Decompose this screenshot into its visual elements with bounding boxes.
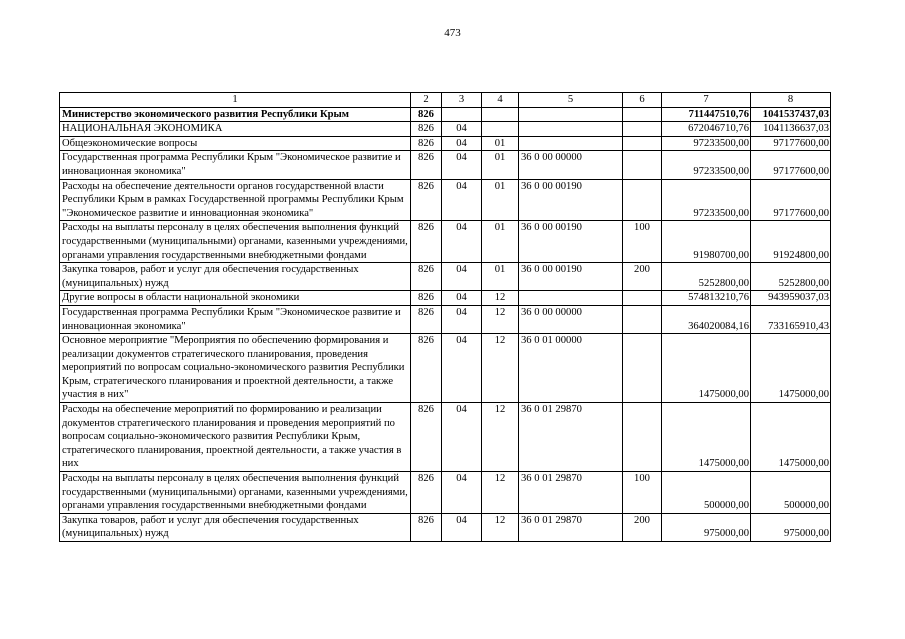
row-name-cell: Закупка товаров, работ и услуг для обеспечения государственных (муниципальных) нужд	[60, 263, 411, 291]
amount-year1-cell: 1475000,00	[662, 403, 751, 472]
row-name-cell: Государственная программа Республики Крым "Экономическое развитие и инновационная экономика"	[60, 151, 411, 179]
expense-type-code-cell: 200	[623, 263, 662, 291]
expense-type-code-cell: 200	[623, 513, 662, 541]
table-row	[60, 122, 831, 137]
section-code-cell	[442, 107, 482, 122]
row-name-cell: Основное мероприятие "Мероприятия по обеспечению формирования и реализации документов стратегического планирования, проведения мероприятий по вопросам социально-экономического развития Республики Крым, стратегического планирования и проектной деятельности, а также участия в них"	[60, 334, 411, 403]
expense-type-code-cell	[623, 305, 662, 333]
section-code-cell: 04	[442, 151, 482, 179]
amount-year1-cell: 97233500,00	[662, 151, 751, 179]
chapter-code-cell: 826	[411, 263, 442, 291]
column-header: 6	[623, 93, 662, 108]
chapter-code-cell: 826	[411, 291, 442, 306]
row-name-cell: Расходы на обеспечение деятельности органов государственной власти Республики Крым в рамках Государственной программы Республики Крым "Экономическое развитие и инновационная экономика"	[60, 179, 411, 221]
row-name-cell: Закупка товаров, работ и услуг для обеспечения государственных (муниципальных) нужд	[60, 513, 411, 541]
column-header: 4	[482, 93, 519, 108]
amount-year1-cell: 97233500,00	[662, 136, 751, 151]
expense-type-code-cell	[623, 151, 662, 179]
subsection-code-cell: 12	[482, 403, 519, 472]
subsection-code-cell	[482, 107, 519, 122]
table-row	[60, 107, 831, 122]
amount-year2-cell: 500000,00	[751, 472, 831, 514]
expense-type-code-cell	[623, 107, 662, 122]
subsection-code-cell	[482, 122, 519, 137]
subsection-code-cell: 01	[482, 179, 519, 221]
target-item-code-cell	[519, 122, 623, 137]
amount-year2-cell: 97177600,00	[751, 179, 831, 221]
target-item-code-cell	[519, 107, 623, 122]
chapter-code-cell: 826	[411, 107, 442, 122]
amount-year1-cell: 574813210,76	[662, 291, 751, 306]
target-item-code-cell: 36 0 00 00190	[519, 221, 623, 263]
table-row	[60, 221, 831, 263]
amount-year1-cell: 975000,00	[662, 513, 751, 541]
section-code-cell: 04	[442, 291, 482, 306]
section-code-cell: 04	[442, 136, 482, 151]
amount-year2-cell: 975000,00	[751, 513, 831, 541]
amount-year2-cell: 1041537437,03	[751, 107, 831, 122]
expense-type-code-cell	[623, 403, 662, 472]
amount-year1-cell: 97233500,00	[662, 179, 751, 221]
expense-type-code-cell	[623, 122, 662, 137]
amount-year1-cell: 5252800,00	[662, 263, 751, 291]
expense-type-code-cell: 100	[623, 221, 662, 263]
section-code-cell: 04	[442, 513, 482, 541]
table-row	[60, 263, 831, 291]
row-name-cell: Расходы на выплаты персоналу в целях обеспечения выполнения функций государственными (муниципальными) органами, казенными учреждениями, органами управления государственными внебюджетными фондами	[60, 472, 411, 514]
subsection-code-cell: 12	[482, 305, 519, 333]
table-row	[60, 513, 831, 541]
budget-table	[59, 92, 831, 542]
expense-type-code-cell: 100	[623, 472, 662, 514]
column-header: 2	[411, 93, 442, 108]
amount-year2-cell: 1041136637,03	[751, 122, 831, 137]
subsection-code-cell: 12	[482, 513, 519, 541]
subsection-code-cell: 12	[482, 334, 519, 403]
amount-year2-cell: 97177600,00	[751, 136, 831, 151]
section-code-cell: 04	[442, 263, 482, 291]
table-row	[60, 472, 831, 514]
chapter-code-cell: 826	[411, 472, 442, 514]
column-header: 5	[519, 93, 623, 108]
column-header: 7	[662, 93, 751, 108]
chapter-code-cell: 826	[411, 221, 442, 263]
amount-year2-cell: 91924800,00	[751, 221, 831, 263]
target-item-code-cell: 36 0 00 00000	[519, 305, 623, 333]
column-header: 8	[751, 93, 831, 108]
amount-year1-cell: 364020084,16	[662, 305, 751, 333]
table-row	[60, 291, 831, 306]
section-code-cell: 04	[442, 334, 482, 403]
expense-type-code-cell	[623, 136, 662, 151]
target-item-code-cell	[519, 291, 623, 306]
section-code-cell: 04	[442, 179, 482, 221]
section-code-cell: 04	[442, 305, 482, 333]
table-row	[60, 136, 831, 151]
table-row	[60, 305, 831, 333]
amount-year2-cell: 5252800,00	[751, 263, 831, 291]
row-name-cell: Другие вопросы в области национальной экономики	[60, 291, 411, 306]
subsection-code-cell: 01	[482, 136, 519, 151]
column-header: 1	[60, 93, 411, 108]
row-name-cell: НАЦИОНАЛЬНАЯ ЭКОНОМИКА	[60, 122, 411, 137]
target-item-code-cell: 36 0 01 29870	[519, 513, 623, 541]
column-header: 3	[442, 93, 482, 108]
amount-year1-cell: 500000,00	[662, 472, 751, 514]
chapter-code-cell: 826	[411, 136, 442, 151]
subsection-code-cell: 12	[482, 472, 519, 514]
subsection-code-cell: 01	[482, 151, 519, 179]
section-code-cell: 04	[442, 122, 482, 137]
amount-year2-cell: 943959037,03	[751, 291, 831, 306]
section-code-cell: 04	[442, 472, 482, 514]
chapter-code-cell: 826	[411, 151, 442, 179]
section-code-cell: 04	[442, 403, 482, 472]
target-item-code-cell: 36 0 00 00190	[519, 179, 623, 221]
chapter-code-cell: 826	[411, 305, 442, 333]
target-item-code-cell: 36 0 01 29870	[519, 472, 623, 514]
subsection-code-cell: 01	[482, 263, 519, 291]
amount-year2-cell: 1475000,00	[751, 334, 831, 403]
target-item-code-cell: 36 0 01 29870	[519, 403, 623, 472]
amount-year2-cell: 1475000,00	[751, 403, 831, 472]
table-row	[60, 179, 831, 221]
target-item-code-cell: 36 0 00 00190	[519, 263, 623, 291]
target-item-code-cell: 36 0 01 00000	[519, 334, 623, 403]
expense-type-code-cell	[623, 334, 662, 403]
section-code-cell: 04	[442, 221, 482, 263]
row-name-cell: Государственная программа Республики Крым "Экономическое развитие и инновационная экономика"	[60, 305, 411, 333]
row-name-cell: Общеэкономические вопросы	[60, 136, 411, 151]
expense-type-code-cell	[623, 291, 662, 306]
row-name-cell: Расходы на обеспечение мероприятий по формированию и реализации документов стратегического планирования и проведения мероприятий по вопросам социально-экономического развития Республики Крым, стратегического планирования, проектной деятельности, а также участия в них	[60, 403, 411, 472]
chapter-code-cell: 826	[411, 122, 442, 137]
subsection-code-cell: 01	[482, 221, 519, 263]
table-header-row	[60, 93, 831, 108]
target-item-code-cell	[519, 136, 623, 151]
amount-year2-cell: 97177600,00	[751, 151, 831, 179]
chapter-code-cell: 826	[411, 334, 442, 403]
expense-type-code-cell	[623, 179, 662, 221]
row-name-cell: Министерство экономического развития Республики Крым	[60, 107, 411, 122]
amount-year2-cell: 733165910,43	[751, 305, 831, 333]
amount-year1-cell: 672046710,76	[662, 122, 751, 137]
row-name-cell: Расходы на выплаты персоналу в целях обеспечения выполнения функций государственными (муниципальными) органами, казенными учреждениями, органами управления государственными внебюджетными фондами	[60, 221, 411, 263]
amount-year1-cell: 91980700,00	[662, 221, 751, 263]
table-row	[60, 403, 831, 472]
table-row	[60, 151, 831, 179]
chapter-code-cell: 826	[411, 403, 442, 472]
chapter-code-cell: 826	[411, 513, 442, 541]
page-number: 473	[444, 27, 461, 39]
chapter-code-cell: 826	[411, 179, 442, 221]
amount-year1-cell: 1475000,00	[662, 334, 751, 403]
table-row	[60, 334, 831, 403]
subsection-code-cell: 12	[482, 291, 519, 306]
amount-year1-cell: 711447510,76	[662, 107, 751, 122]
target-item-code-cell: 36 0 00 00000	[519, 151, 623, 179]
